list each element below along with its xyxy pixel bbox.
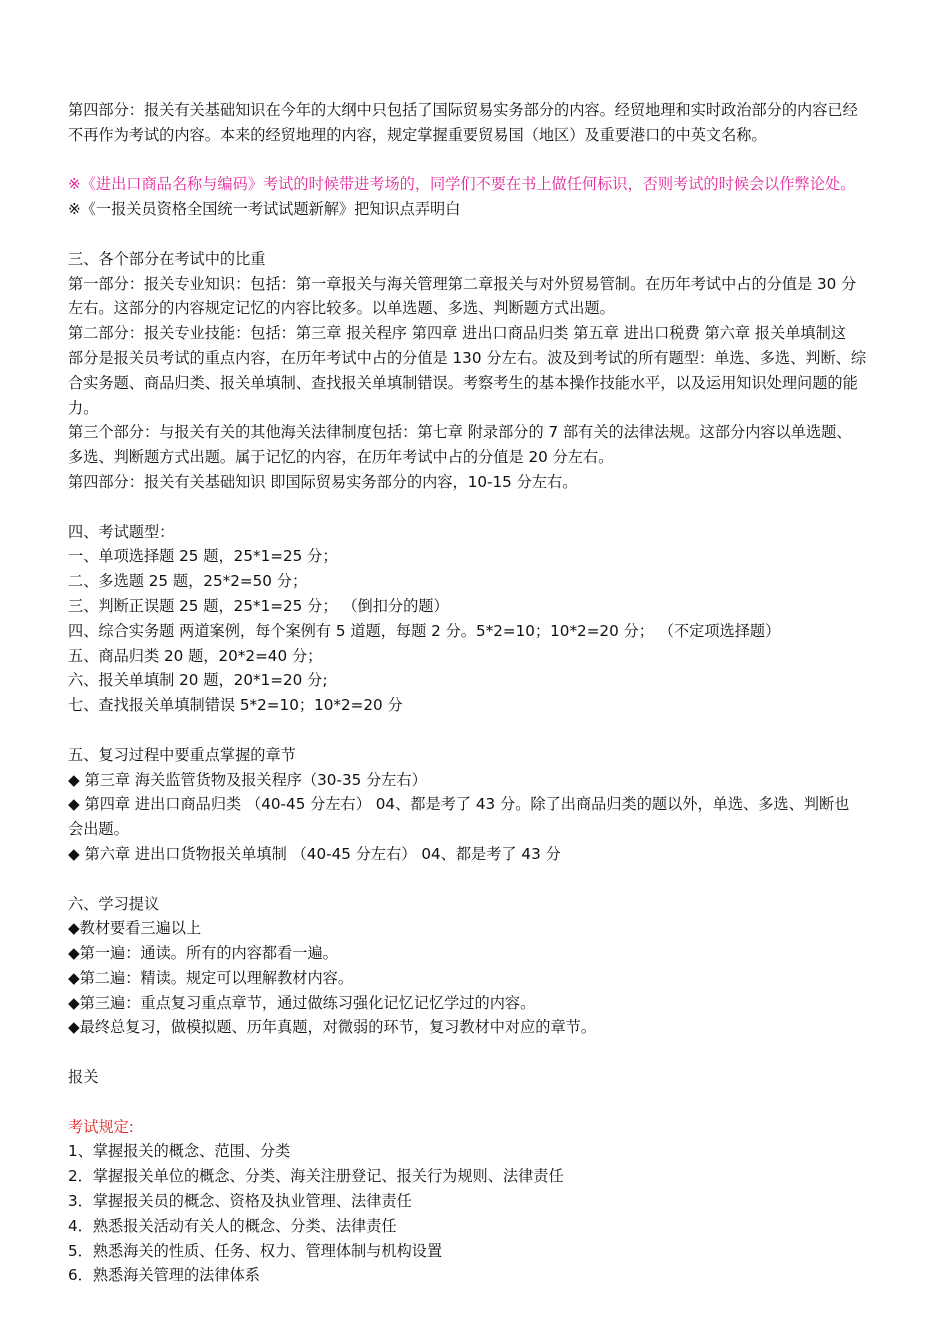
exam-rule-item: 1、掌握报关的概念、范围、分类 bbox=[68, 1142, 291, 1161]
spacer bbox=[68, 495, 908, 520]
section3-line: 部分是报关员考试的重点内容，在历年考试中占的分值是 130 分左右。波及到考试的所有题型：单选、多选、判断、综 bbox=[68, 348, 867, 367]
exam-rules-label: 考试规定: bbox=[68, 1117, 134, 1136]
spacer bbox=[68, 1090, 908, 1115]
pink-note: ※《进出口商品名称与编码》考试的时候带进考场的，同学们不要在书上做任何标识，否则考试的时候会以作弊论处。 bbox=[68, 175, 856, 194]
question-type-item: 三、判断正误题 25 题，25*1=25 分； （倒扣分的题） bbox=[68, 596, 449, 615]
question-type-item: 六、报关单填制 20 题，20*1=20 分; bbox=[68, 671, 328, 690]
exam-rule-item: 6．熟悉海关管理的法律体系 bbox=[68, 1266, 260, 1285]
black-note: ※《一报关员资格全国统一考试试题新解》把知识点弄明白 bbox=[68, 200, 461, 219]
study-tip-item: ◆教材要看三遍以上 bbox=[68, 919, 202, 938]
part4-intro-line-1: 第四部分：报关有关基础知识在今年的大纲中只包括了国际贸易实务部分的内容。经贸地理和实时政治部分的内容已经 bbox=[68, 101, 858, 119]
exam-rule-item: 3．掌握报关员的概念、资格及执业管理、法律责任 bbox=[68, 1192, 412, 1211]
key-chapter-item: 会出题。 bbox=[68, 820, 129, 839]
exam-rule-item: 5．熟悉海关的性质、任务、权力、管理体制与机构设置 bbox=[68, 1241, 443, 1260]
study-tip-item: ◆第一遍：通读。所有的内容都看一遍。 bbox=[68, 944, 338, 963]
section3-line: 多选、判断题方式出题。属于记忆的内容，在历年考试中占的分值是 20 分左右。 bbox=[68, 448, 614, 467]
section3-line: 合实务题、商品归类、报关单填制、查找报关单填制错误。考察考生的基本操作技能水平，以及运用知识处理问题的能 bbox=[68, 373, 858, 392]
question-type-item: 四、综合实务题 两道案例，每个案例有 5 道题，每题 2 分。5*2=10；10*2=20 分； （不定项选择题） bbox=[68, 621, 781, 640]
section3-line: 第一部分：报关专业知识：包括：第一章报关与海关管理第二章报关与对外贸易管制。在历年考试中占的分值是 30 分 bbox=[68, 274, 857, 293]
document-page bbox=[68, 98, 908, 1288]
baoguan-title: 报关 bbox=[68, 1068, 99, 1087]
section3-line: 第二部分：报关专业技能：包括：第三章 报关程序 第四章 进出口商品归类 第五章 进出口税费 第六章 报关单填制这 bbox=[68, 324, 846, 343]
spacer bbox=[68, 1040, 908, 1065]
question-type-item: 二、多选题 25 题，25*2=50 分； bbox=[68, 572, 308, 591]
question-type-item: 七、查找报关单填制错误 5*2=10；10*2=20 分 bbox=[68, 696, 403, 715]
key-chapter-item: ◆ 第六章 进出口货物报关单填制 （40-45 分左右） 04、都是考了 43 分 bbox=[68, 844, 561, 863]
key-chapter-item: ◆ 第四章 进出口商品归类 （40-45 分左右） 04、都是考了 43 分。除了出商品归类的题以外，单选、多选、判断也 bbox=[68, 795, 850, 814]
part4-intro-line-2: 不再作为考试的内容。本来的经贸地理的内容，规定掌握重要贸易国（地区）及重要港口的中英文名称。 bbox=[68, 125, 767, 144]
section3-line: 第四部分：报关有关基础知识 即国际贸易实务部分的内容，10-15 分左右。 bbox=[68, 472, 578, 491]
section5-heading: 五、复习过程中要重点掌握的章节 bbox=[68, 745, 296, 764]
spacer bbox=[68, 718, 908, 743]
section3-heading: 三、各个部分在考试中的比重 bbox=[68, 249, 266, 268]
question-type-item: 一、单项选择题 25 题，25*1=25 分； bbox=[68, 547, 338, 566]
section6-heading: 六、学习提议 bbox=[68, 894, 160, 913]
section4-heading: 四、考试题型： bbox=[68, 522, 175, 541]
spacer bbox=[68, 148, 908, 173]
exam-rule-item: 4．熟悉报关活动有关人的概念、分类、法律责任 bbox=[68, 1216, 397, 1235]
spacer bbox=[68, 222, 908, 247]
study-tip-item: ◆第二遍：精读。规定可以理解教材内容。 bbox=[68, 968, 354, 987]
spacer bbox=[68, 867, 908, 892]
key-chapter-item: ◆ 第三章 海关监管货物及报关程序（30-35 分左右） bbox=[68, 770, 427, 789]
section3-line: 力。 bbox=[68, 398, 99, 417]
question-type-item: 五、商品归类 20 题，20*2=40 分； bbox=[68, 646, 323, 665]
section3-line: 第三个部分：与报关有关的其他海关法律制度包括：第七章 附录部分的 7 部有关的法律法规。这部分内容以单选题、 bbox=[68, 423, 852, 442]
exam-rule-item: 2．掌握报关单位的概念、分类、海关注册登记、报关行为规则、法律责任 bbox=[68, 1167, 564, 1186]
study-tip-item: ◆最终总复习，做模拟题、历年真题，对微弱的环节，复习教材中对应的章节。 bbox=[68, 1018, 597, 1037]
section3-line: 左右。这部分的内容规定记忆的内容比较多。以单选题、多选、判断题方式出题。 bbox=[68, 299, 615, 318]
study-tip-item: ◆第三遍：重点复习重点章节，通过做练习强化记忆记忆学过的内容。 bbox=[68, 993, 536, 1012]
